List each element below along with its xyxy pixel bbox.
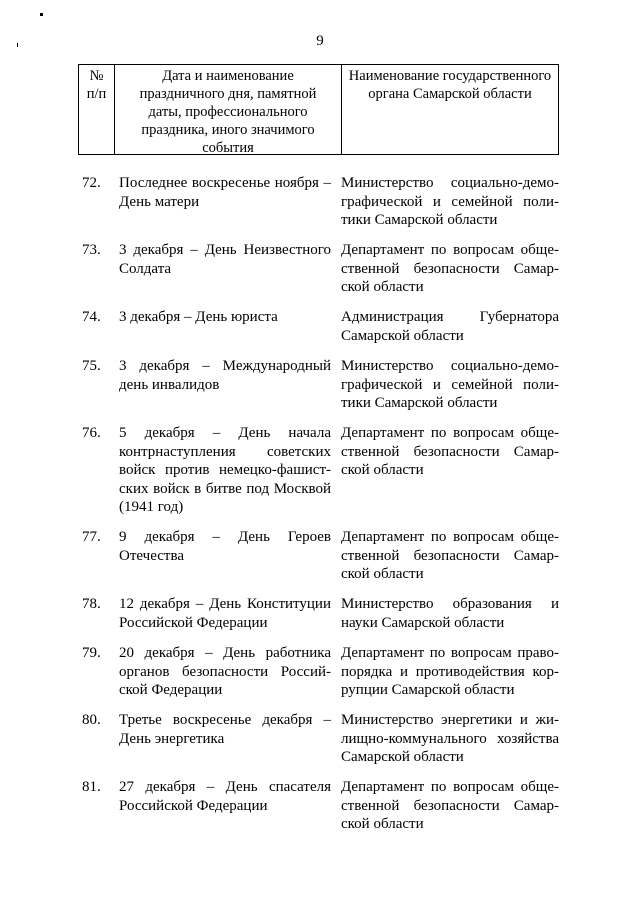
header-line: Дата и наименование <box>162 68 294 84</box>
row-number: 81. <box>82 779 101 795</box>
organ-line: Министерство образования и <box>341 596 559 612</box>
row-number: 77. <box>82 529 101 545</box>
organ-line: ственной безопасности Самар- <box>341 260 559 277</box>
event-line: войск против немецко-фашист- <box>119 462 331 478</box>
organ-line: порядка и противодействия кор- <box>341 663 559 680</box>
row-number: 79. <box>82 645 101 661</box>
event-line: 3 декабря – День юриста <box>119 309 278 325</box>
event-line: Солдата <box>119 260 172 277</box>
organ-line: Департамент по вопросам обще- <box>341 529 559 545</box>
row-event <box>119 595 331 632</box>
organ-line: ской области <box>341 566 424 582</box>
row-number: 76. <box>82 425 101 441</box>
row-event <box>119 357 331 394</box>
event-line: Российской Федерации <box>119 797 268 814</box>
organ-line: графической и семейной поли- <box>341 193 559 210</box>
organ-line: лищно-коммунального хозяйства <box>341 730 559 747</box>
event-line: контрнаступления советских <box>119 443 331 460</box>
organ-line: Самарской области <box>341 327 464 344</box>
event-line: 5 декабря – День начала <box>119 425 331 441</box>
row-number: 75. <box>82 358 101 374</box>
row-number: 73. <box>82 242 101 258</box>
organ-line: ственной безопасности Самар- <box>341 797 559 814</box>
organ-line: Департамент по вопросам обще- <box>341 425 559 441</box>
header-line: даты, профессионального <box>148 104 308 120</box>
event-line: 12 декабря – День Конституции <box>119 596 331 612</box>
event-line: органов безопасности Россий- <box>119 663 331 680</box>
row-event <box>119 778 331 815</box>
row-event <box>119 711 331 748</box>
event-line: 20 декабря – День работника <box>119 645 331 661</box>
organ-line: Администрация Губернатора <box>341 309 559 325</box>
row-number: 74. <box>82 309 101 325</box>
row-organ <box>341 174 559 230</box>
event-line: День энергетика <box>119 730 225 747</box>
event-line: день инвалидов <box>119 376 220 393</box>
organ-line: ской области <box>341 462 424 478</box>
event-line: Третье воскресенье декабря – <box>119 712 331 728</box>
row-number: 72. <box>82 175 101 191</box>
scan-speck <box>40 13 43 16</box>
row-event <box>119 424 331 517</box>
event-line: (1941 год) <box>119 499 184 515</box>
organ-line: ственной безопасности Самар- <box>341 547 559 564</box>
page-number: 9 <box>316 33 324 49</box>
row-event <box>119 528 331 565</box>
row-organ <box>341 778 559 834</box>
header-line: органа Самарской области <box>368 86 532 102</box>
row-organ <box>341 308 559 345</box>
organ-line: ственной безопасности Самар- <box>341 443 559 460</box>
header-line: п/п <box>86 86 107 102</box>
event-line: 27 декабря – День спасателя <box>119 779 331 795</box>
event-line: День матери <box>119 193 200 210</box>
row-organ <box>341 595 559 632</box>
organ-line: рупции Самарской области <box>341 682 515 698</box>
organ-line: науки Самарской области <box>341 614 505 631</box>
header-event-column <box>115 65 342 154</box>
row-organ <box>341 424 559 480</box>
row-organ <box>341 644 559 700</box>
event-line: Последнее воскресенье ноября – <box>119 175 331 191</box>
header-line: Наименование государственного <box>348 68 552 84</box>
header-line: праздника, иного значимого <box>141 122 315 138</box>
table-header <box>78 64 559 155</box>
organ-line: ской области <box>341 279 424 295</box>
row-event <box>119 308 331 327</box>
header-line: события <box>202 140 254 156</box>
event-line: Российской Федерации <box>119 614 268 631</box>
organ-line: Департамент по вопросам обще- <box>341 779 559 795</box>
event-line: 3 декабря – День Неизвестного <box>119 242 331 258</box>
row-organ <box>341 357 559 413</box>
row-event <box>119 174 331 211</box>
organ-line: тики Самарской области <box>341 395 498 411</box>
event-line: 3 декабря – Международный <box>119 358 331 374</box>
row-number: 80. <box>82 712 101 728</box>
row-organ <box>341 241 559 297</box>
organ-line: ской области <box>341 816 424 832</box>
event-line: Отечества <box>119 547 185 564</box>
header-organ-column <box>342 65 558 154</box>
row-organ <box>341 528 559 584</box>
organ-line: Самарской области <box>341 749 464 765</box>
row-organ <box>341 711 559 767</box>
event-line: 9 декабря – День Героев <box>119 529 331 545</box>
organ-line: Департамент по вопросам право- <box>341 645 559 661</box>
row-event <box>119 644 331 700</box>
organ-line: Министерство социально-демо- <box>341 175 559 191</box>
event-line: ских войск в битве под Москвой <box>119 480 331 497</box>
organ-line: Министерство энергетики и жи- <box>341 712 559 728</box>
row-number: 78. <box>82 596 101 612</box>
row-event <box>119 241 331 278</box>
organ-line: тики Самарской области <box>341 212 498 228</box>
organ-line: Департамент по вопросам обще- <box>341 242 559 258</box>
organ-line: Министерство социально-демо- <box>341 358 559 374</box>
header-number-column <box>79 65 115 154</box>
header-line: № <box>89 68 104 84</box>
event-line: ской Федерации <box>119 682 223 698</box>
header-line: праздничного дня, памятной <box>139 86 317 102</box>
organ-line: графической и семейной поли- <box>341 376 559 393</box>
